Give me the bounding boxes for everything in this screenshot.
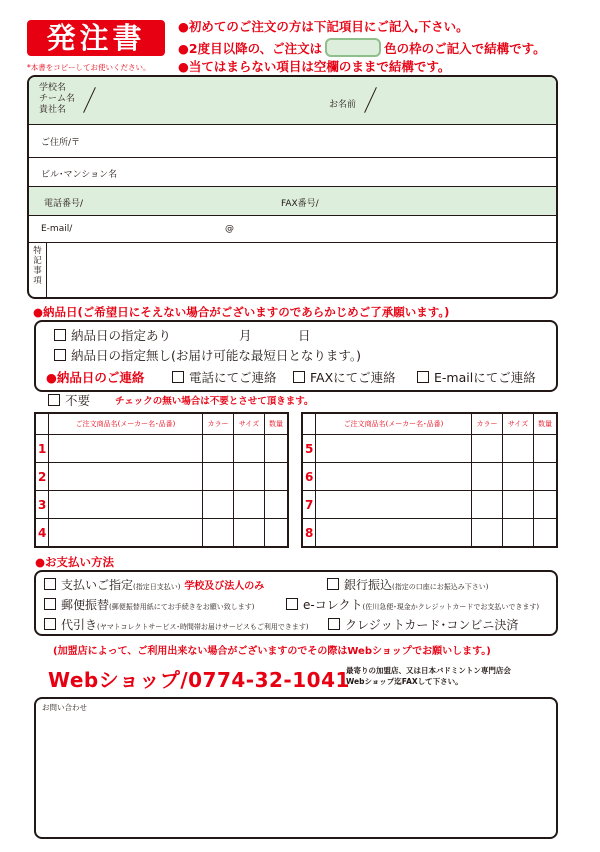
address-label: ご住所/〒 <box>41 138 81 148</box>
pay-ecollect-checkbox[interactable] <box>286 598 298 610</box>
instruction-line-3: ●当てはまらない項目は空欄のままで結構です。 <box>178 59 451 74</box>
quantity-header: 数量 <box>534 413 558 435</box>
delivery-frame <box>34 320 558 392</box>
pay-cod-note: (ヤマトコレクトサービス･時間帯お届けサービスもご利用できます) <box>97 623 309 631</box>
delivery-contact-heading <box>46 368 144 386</box>
month-label: 月 <box>239 328 252 343</box>
row-number: 2 <box>35 463 49 491</box>
web-shop-contact: Webショップ/0774-32-1041 <box>48 668 350 692</box>
green-frame-sample <box>325 38 381 57</box>
school-name-label: 学校名 <box>39 83 67 93</box>
divider-slash <box>83 87 96 113</box>
table-row[interactable] <box>302 491 557 519</box>
email-label: E-mail/ <box>41 224 73 234</box>
row-number: 3 <box>35 491 49 519</box>
not-needed-label: 不要 <box>65 393 91 408</box>
color-header: カラー <box>203 413 234 435</box>
contact-not-needed-option[interactable] <box>48 391 90 409</box>
availability-notice: (加盟店によって、ご利用出来ない場合がございますのでその際はWebショップでお願いします。) <box>53 646 491 657</box>
inquiry-box[interactable] <box>34 697 558 839</box>
contact-fax-checkbox[interactable] <box>293 371 305 383</box>
row-number: 1 <box>35 435 49 463</box>
remarks-char: 事 <box>33 266 42 276</box>
row-number: 8 <box>302 519 316 548</box>
team-name-label: チーム名 <box>39 94 76 104</box>
quantity-header: 数量 <box>265 413 289 435</box>
delivery-contact-heading-text: ●納品日のご連絡 <box>46 370 145 385</box>
pay-cod-label: 代引き <box>61 618 98 632</box>
name-label: お名前 <box>329 100 357 110</box>
pay-designated-label: 支払いご指定 <box>61 578 134 592</box>
table-row[interactable] <box>302 435 557 463</box>
payment-frame <box>34 570 558 636</box>
row-number: 6 <box>302 463 316 491</box>
pay-option-postal[interactable] <box>44 596 254 613</box>
delivery-unspecified-checkbox[interactable] <box>54 349 66 361</box>
row-number: 4 <box>35 519 49 548</box>
table-row[interactable] <box>302 519 557 548</box>
org-name-row[interactable] <box>29 77 556 125</box>
web-shop-note-1: 最寄りの加盟店、又は日本バドミントン専門店会 <box>346 666 511 675</box>
title-badge <box>27 20 165 56</box>
contact-email-checkbox[interactable] <box>417 371 429 383</box>
phone-label: 電話番号/ <box>44 199 84 209</box>
pay-designated-checkbox[interactable] <box>44 578 56 590</box>
product-table-left <box>34 412 289 548</box>
pay-option-card[interactable] <box>328 616 518 633</box>
building-row[interactable] <box>29 158 556 187</box>
org-labels <box>39 83 75 116</box>
remarks-char: 記 <box>33 256 42 266</box>
delivery-unspecified-label: 納品日の指定無し(お届け可能な最短日となります。) <box>71 348 362 363</box>
contact-email-label: E-mailにてご連絡 <box>434 370 536 385</box>
table-header-row <box>302 413 557 435</box>
pay-option-designated[interactable] <box>44 576 264 593</box>
instruction-line-1: ●初めてのご注文の方は下記項目にご記入,下さい。 <box>178 19 469 34</box>
table-row[interactable] <box>302 463 557 491</box>
pay-option-cod[interactable] <box>44 616 309 633</box>
pay-postal-label: 郵便振替 <box>61 598 110 612</box>
pay-cod-checkbox[interactable] <box>44 618 56 630</box>
not-needed-checkbox[interactable] <box>48 394 60 406</box>
pay-designated-note: (指定日支払い) <box>133 583 181 591</box>
remarks-char: 特 <box>33 246 42 256</box>
remarks-label <box>29 243 46 286</box>
not-needed-note: チェックの無い場合は不要とさせて頂きます。 <box>115 396 314 407</box>
contact-phone-label: 電話にてご連絡 <box>189 370 277 385</box>
row-number-header <box>35 413 49 435</box>
pay-postal-checkbox[interactable] <box>44 598 56 610</box>
pay-ecollect-label: e-コレクト <box>303 598 363 612</box>
day-label: 日 <box>298 328 311 343</box>
pay-option-bank[interactable] <box>327 576 488 593</box>
delivery-specified-option[interactable] <box>54 326 171 344</box>
delivery-specified-checkbox[interactable] <box>54 329 66 341</box>
fax-label: FAX番号/ <box>281 199 319 209</box>
divider-slash <box>364 87 377 113</box>
pay-bank-note: (指定の口座にお振込み下さい) <box>392 583 489 591</box>
table-row[interactable] <box>35 519 288 548</box>
product-table-right <box>301 412 558 548</box>
email-row[interactable] <box>29 216 556 243</box>
pay-bank-checkbox[interactable] <box>327 578 339 590</box>
remarks-char: 項 <box>33 276 42 286</box>
size-header: サイズ <box>234 413 265 435</box>
customer-form <box>27 75 558 299</box>
copy-note: *本書をコピーしてお使いください。 <box>27 63 151 72</box>
pay-card-checkbox[interactable] <box>328 618 340 630</box>
page-title: 発注書 <box>46 21 146 55</box>
phone-fax-row[interactable] <box>29 187 556 216</box>
pay-option-ecollect[interactable] <box>286 596 539 613</box>
row-number: 7 <box>302 491 316 519</box>
delivery-unspecified-option[interactable] <box>54 346 361 364</box>
size-header: サイズ <box>503 413 534 435</box>
delivery-heading: ●納品日(ご希望日にそえない場合がございますのであらかじめご了承願います。) <box>33 305 450 319</box>
instruction-line-2 <box>178 38 546 57</box>
contact-fax-label: FAXにてご連絡 <box>310 370 396 385</box>
delivery-specified-label: 納品日の指定あり <box>71 328 172 343</box>
pay-ecollect-note: (佐川急便･現金かクレジットカードでお支払いできます) <box>362 603 540 611</box>
product-name-header: ご注文商品名(メーカー名･品番) <box>316 413 472 435</box>
pay-designated-restriction: 学校及び法人のみ <box>184 581 265 592</box>
row-number-header <box>302 413 316 435</box>
pay-postal-note: (郵便振替用紙にてお手続きをお願い致します) <box>109 603 255 611</box>
row-number: 5 <box>302 435 316 463</box>
web-shop-note-2: Webショップ迄FAXして下さい。 <box>346 677 463 686</box>
address-row[interactable] <box>29 125 556 158</box>
instruction-line-2-post: 色の枠のご記入で結構です。 <box>384 41 546 56</box>
product-name-header: ご注文商品名(メーカー名･品番) <box>49 413 203 435</box>
at-sign: @ <box>225 224 234 234</box>
company-name-label: 貴社名 <box>39 105 67 115</box>
pay-bank-label: 銀行振込 <box>344 578 393 592</box>
pay-card-label: クレジットカード･コンビニ決済 <box>345 618 519 632</box>
instruction-line-2-pre: ●2度目以降の、ご注文は <box>178 41 323 56</box>
contact-phone-option[interactable] <box>172 368 277 386</box>
remarks-row[interactable] <box>29 243 556 299</box>
remarks-label-cell <box>29 243 47 299</box>
table-row[interactable] <box>35 491 288 519</box>
building-label: ビル･マンション名 <box>41 170 118 180</box>
inquiry-label: お問い合わせ <box>42 703 87 712</box>
contact-phone-checkbox[interactable] <box>172 371 184 383</box>
table-header-row <box>35 413 288 435</box>
payment-heading: ●お支払い方法 <box>35 555 115 569</box>
contact-email-option[interactable] <box>417 368 536 386</box>
table-row[interactable] <box>35 435 288 463</box>
table-row[interactable] <box>35 463 288 491</box>
contact-fax-option[interactable] <box>293 368 396 386</box>
color-header: カラー <box>472 413 503 435</box>
